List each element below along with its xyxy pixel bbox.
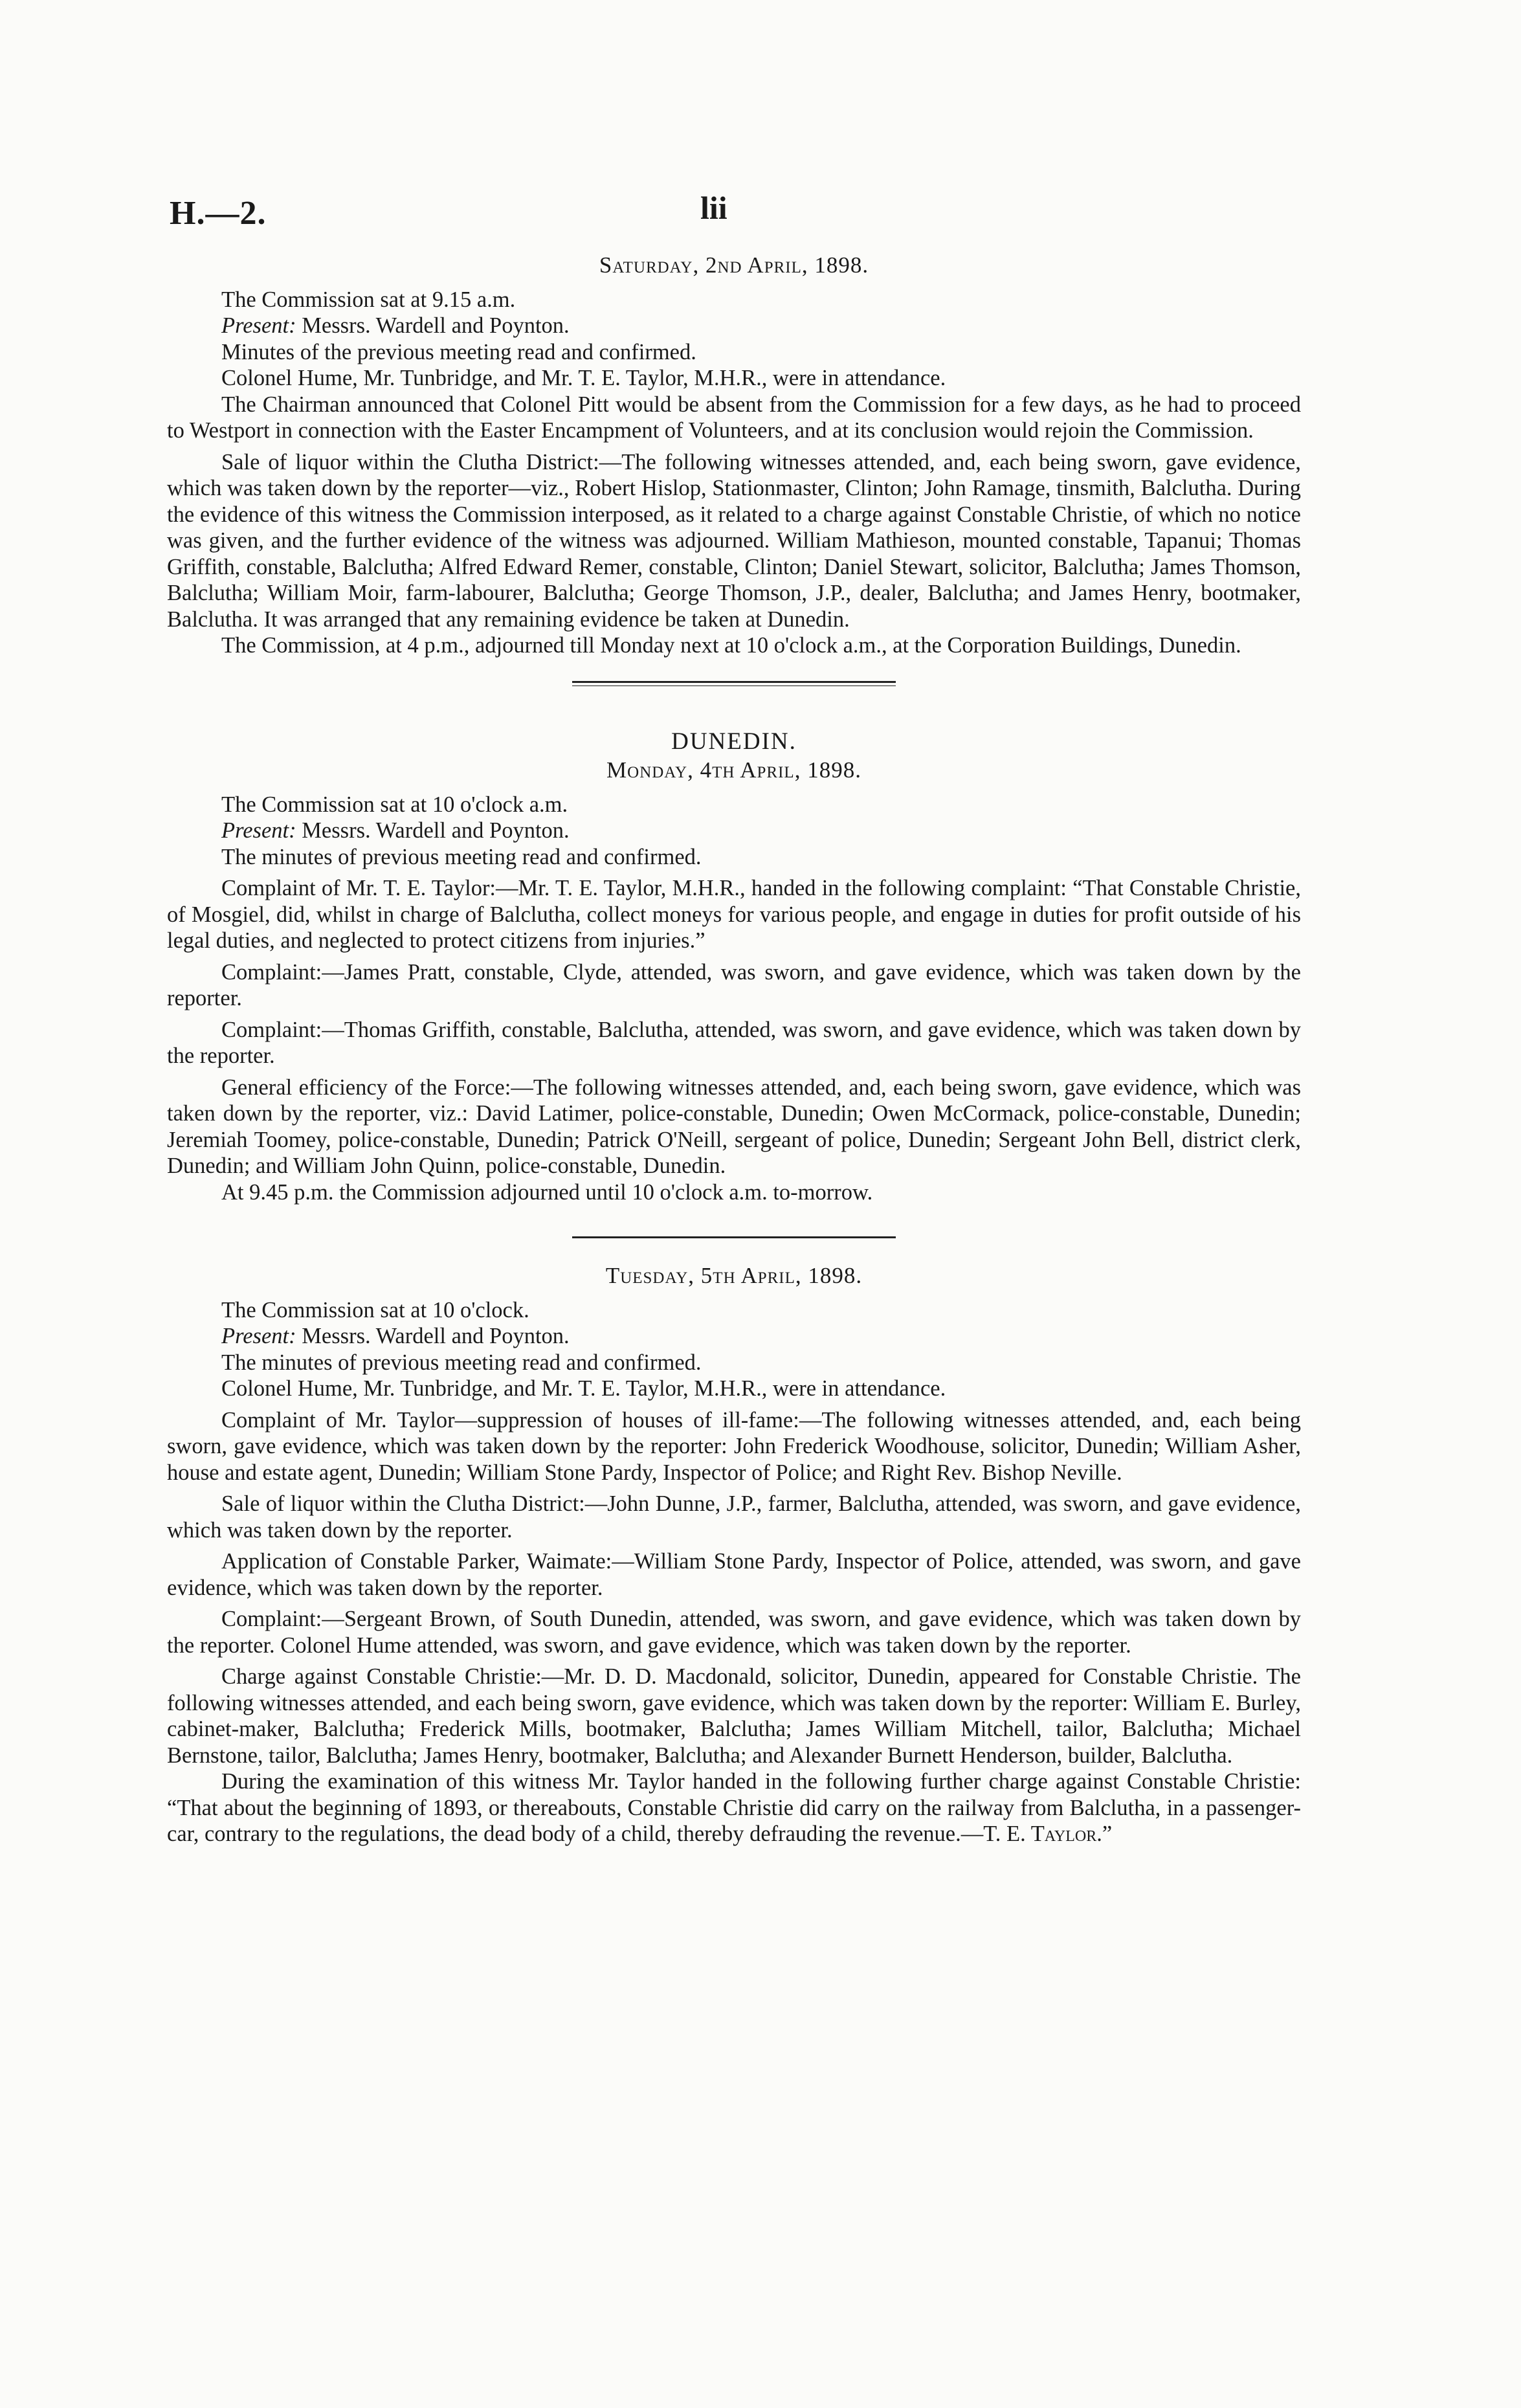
monday-date-heading: Monday, 4th April, 1898. — [606, 757, 861, 783]
present-names: Messrs. Wardell and Poynton. — [296, 1324, 570, 1348]
tuesday-minutes-line: The minutes of previous meeting read and confirmed. — [221, 1350, 702, 1375]
page-reference: H.—2. — [170, 195, 267, 232]
page-number: lii — [700, 190, 727, 226]
tuesday-date-heading: Tuesday, 5th April, 1898. — [605, 1263, 863, 1288]
saturday-date-heading: Saturday, 2nd April, 1898. — [599, 252, 869, 278]
document-body — [167, 252, 1301, 1847]
saturday-minutes-line: Minutes of the previous meeting read and confirmed. — [221, 339, 696, 364]
quote-close: .” — [1096, 1822, 1113, 1846]
monday-paragraph: Complaint:—Thomas Griffith, constable, Balclutha, attended, was sworn, and gave evidence, which was taken down by the reporter. — [167, 1017, 1301, 1068]
present-label: Present: — [221, 1324, 296, 1348]
present-names: Messrs. Wardell and Poynton. — [296, 313, 570, 338]
monday-paragraph: General efficiency of the Force:—The following witnesses attended, and, each being sworn, gave evidence, which was taken down by the reporter, viz.: David Latimer, police-constable, Dunedin; Owen McCormack, police-constable, Dunedin; Jeremiah Toomey, police-constable, Dunedin; Patrick O'Neill, sergeant of police, Dunedin; Sergeant John Bell, district clerk, Dunedin; and William John Quinn, police-constable, Dunedin. — [167, 1075, 1301, 1178]
further-charge-text: During the examination of this witness Mr. Taylor handed in the following further charge against Constable Christie: “That about the beginning of 1893, or thereabouts, Constable Christie did carry on the railway from Balclutha, in a passenger-car, contrary to the regulations, the dead body of a child, thereby defrauding the revenue.— — [167, 1769, 1301, 1846]
tuesday-paragraph: Complaint of Mr. Taylor—suppression of houses of ill-fame:—The following witnesses attended, and, each being sworn, gave evidence, which was taken down by the reporter: John Frederick Woodhouse, solicitor, Dunedin; William Asher, house and estate agent, Dunedin; William Stone Pardy, Inspector of Police; and Right Rev. Bishop Neville. — [167, 1407, 1301, 1485]
present-label: Present: — [221, 818, 296, 843]
monday-minutes-line: The minutes of previous meeting read and confirmed. — [221, 844, 702, 869]
monday-paragraph: At 9.45 p.m. the Commission adjourned until 10 o'clock a.m. to-morrow. — [221, 1179, 873, 1205]
tuesday-sat-line: The Commission sat at 10 o'clock. — [221, 1297, 529, 1322]
tuesday-present-line — [167, 1323, 1301, 1350]
monday-paragraph: Complaint:—James Pratt, constable, Clyde, attended, was sworn, and gave evidence, which was taken down by the reporter. — [167, 959, 1301, 1010]
signature: T. E. Taylor — [983, 1822, 1097, 1846]
saturday-paragraph: The Commission, at 4 p.m., adjourned till Monday next at 10 o'clock a.m., at the Corporation Buildings, Dunedin. — [221, 633, 1241, 658]
present-names: Messrs. Wardell and Poynton. — [296, 818, 570, 843]
place-heading: DUNEDIN. — [671, 728, 797, 755]
saturday-paragraph: The Chairman announced that Colonel Pitt would be absent from the Commission for a few days, as he had to proceed to Westport in connection with the Easter Encampment of Volunteers, and at its conclusion would rejoin the Commission. — [167, 392, 1301, 443]
tuesday-paragraph: Charge against Constable Christie:—Mr. D. D. Macdonald, solicitor, Dunedin, appeared for Constable Christie. The following witnesses attended, and each being sworn, gave evidence, which was taken down by the reporter: William E. Burley, cabinet-maker, Balclutha; Frederick Mills, bootmaker, Balclutha; James William Mitchell, tailor, Balclutha; Michael Bernstone, tailor, Balclutha; James Henry, bootmaker, Balclutha; and Alexander Burnett Henderson, builder, Balclutha. — [167, 1664, 1301, 1768]
monday-paragraph: Complaint of Mr. T. E. Taylor:—Mr. T. E. Taylor, M.H.R., handed in the following complaint: “That Constable Christie, of Mosgiel, did, whilst in charge of Balclutha, collect moneys for various people, and engage in duties for profit outside of his legal duties, and neglected to protect citizens from injuries.” — [167, 876, 1301, 953]
saturday-paragraph: Sale of liquor within the Clutha District:—The following witnesses attended, and, each being sworn, gave evidence, which was taken down by the reporter—viz., Robert Hislop, Stationmaster, Clinton; John Ramage, tinsmith, Balclutha. During the evidence of this witness the Commission interposed, as it related to a charge against Constable Christie, of which no notice was given, and the further evidence of the witness was adjourned. William Mathieson, mounted constable, Tapanui; Thomas Griffith, constable, Balclutha; Alfred Edward Remer, constable, Clinton; Daniel Stewart, solicitor, Balclutha; James Thomson, Balclutha; William Moir, farm-labourer, Balclutha; George Thomson, J.P., dealer, Balclutha; and James Henry, bootmaker, Balclutha. It was arranged that any remaining evidence be taken at Dunedin. — [167, 449, 1301, 632]
section-divider — [572, 1236, 896, 1238]
tuesday-paragraph: Application of Constable Parker, Waimate:—William Stone Pardy, Inspector of Police, attended, was sworn, and gave evidence, which was taken down by the reporter. — [167, 1549, 1301, 1600]
saturday-attendance-line: Colonel Hume, Mr. Tunbridge, and Mr. T. E. Taylor, M.H.R., were in attendance. — [221, 366, 946, 390]
tuesday-attendance-line: Colonel Hume, Mr. Tunbridge, and Mr. T. E. Taylor, M.H.R., were in attendance. — [221, 1376, 946, 1401]
tuesday-paragraph: Sale of liquor within the Clutha District:—John Dunne, J.P., farmer, Balclutha, attended, was sworn, and gave evidence, which was taken down by the reporter. — [167, 1491, 1301, 1543]
section-divider — [572, 681, 896, 686]
monday-sat-line: The Commission sat at 10 o'clock a.m. — [221, 792, 568, 817]
tuesday-paragraph — [167, 1768, 1301, 1847]
monday-present-line — [167, 818, 1301, 844]
saturday-sat-line: The Commission sat at 9.15 a.m. — [221, 287, 516, 312]
tuesday-paragraph: Complaint:—Sergeant Brown, of South Dunedin, attended, was sworn, and gave evidence, which was taken down by the reporter. Colonel Hume attended, was sworn, and gave evidence, which was taken down by the reporter. — [167, 1607, 1301, 1658]
saturday-present-line — [167, 313, 1301, 339]
present-label: Present: — [221, 313, 296, 338]
